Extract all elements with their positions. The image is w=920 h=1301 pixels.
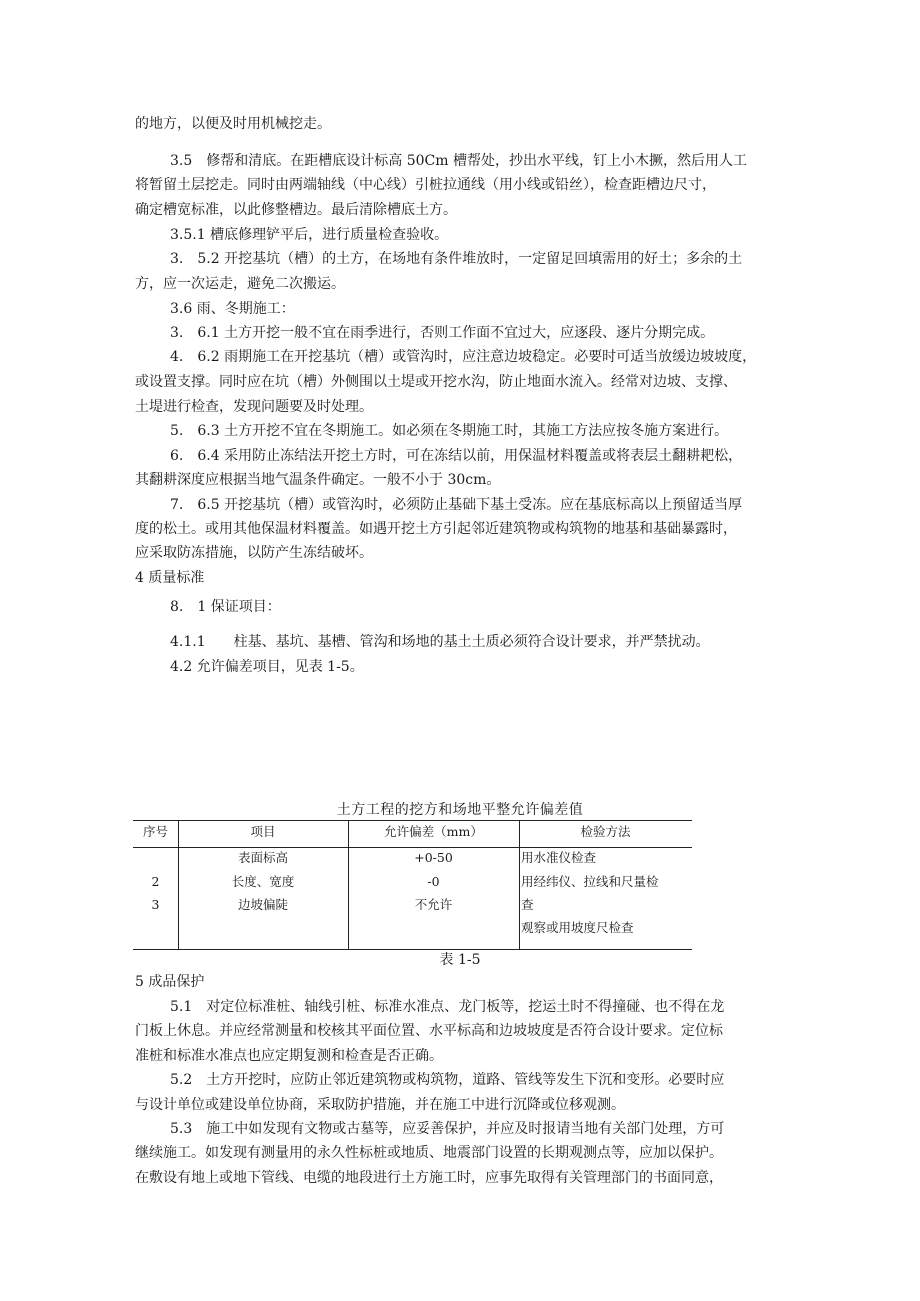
text-line: 3. 5.2 开挖基坑（槽）的土方，在场地有条件堆放时，一定留足回填需用的好土；多余的土 [170, 251, 743, 267]
text-line: 或设置支撑。同时应在坑（槽）外侧围以土堤或开挖水沟，防止地面水流入。经常对边坡、支撑、 [135, 374, 737, 390]
text-line: 4.2 允许偏差项目，见表 1-5。 [170, 659, 364, 675]
text-line: 4.1.1 柱基、基坑、基槽、管沟和场地的基土土质必须符合设计要求，并严禁扰动。 [170, 634, 710, 650]
section-heading: 4 质量标准 [135, 570, 205, 586]
text-line: 方，应一次运走，避免二次搬运。 [135, 276, 345, 292]
table-header: 允许偏差（mm） [384, 824, 483, 839]
table-header-rule [133, 847, 692, 848]
text-line: 应采取防冻措施，以防产生冻结破坏。 [135, 545, 373, 561]
table-cell-tolerance: 不允许 [414, 897, 453, 912]
table-cell-method: 观察或用坡度尺检查 [521, 920, 634, 935]
text-line: 将暂留土层挖走。同时由两端轴线（中心线）引桩拉通线（用小线或铅丝），检查距槽边尺寸， [135, 177, 716, 193]
table-header: 序号 [142, 824, 168, 839]
table-cell-method: 用水准仪检查 [521, 850, 597, 865]
table-cell-method: 用经纬仪、拉线和尺量检 [521, 874, 659, 889]
text-line: 6. 6.4 采用防止冻结法开挖土方时，可在冻结以前，用保温材料覆盖或将表层土翻耕耙松， [170, 448, 743, 464]
table-cell-item: 表面标高 [237, 850, 288, 865]
table-cell-method: 查 [521, 897, 534, 912]
text-line: 3.5 修帮和清底。在距槽底设计标高 50Cm 槽帮处，抄出水平线，钉上小木撅，然后用人工 [170, 153, 747, 169]
text-line: 3.6 雨、冬期施工： [170, 301, 295, 317]
text-line: 7. 6.5 开挖基坑（槽）或管沟时，必须防止基础下基土受冻。应在基底标高以上预留适当厚 [170, 497, 743, 513]
text-line: 5.1 对定位标准桩、轴线引桩、标准水准点、龙门板等，挖运土时不得撞碰、也不得在龙 [170, 999, 725, 1015]
text-line: 门板上休息。并应经常测量和校核其平面位置、水平标高和边坡坡度是否符合设计要求。定位标 [135, 1023, 723, 1039]
section-heading: 5 成品保护 [135, 974, 205, 990]
table-cell-tolerance: -0 [427, 874, 440, 889]
table-cell-tolerance: +0-50 [414, 850, 453, 865]
text-line: 4. 6.2 雨期施工在开挖基坑（槽）或管沟时，应注意边坡稳定。必要时可适当放缓边坡坡度， [170, 349, 757, 365]
text-line: 5.3 施工中如发现有文物或古墓等，应妥善保护，并应及时报请当地有关部门处理，方可 [170, 1121, 725, 1137]
text-line: 与设计单位或建设单位协商，采取防护措施，并在施工中进行沉降或位移观测。 [135, 1097, 625, 1113]
table-cell-seq: 2 [151, 874, 160, 889]
text-line: 3.5.1 槽底修理铲平后，进行质量检查验收。 [170, 227, 449, 243]
table-cell-item: 边坡偏陡 [237, 897, 288, 912]
text-line: 5. 6.3 土方开挖不宜在冬期施工。如必须在冬期施工时，其施工方法应按冬施方案进行。 [170, 423, 729, 439]
text-line: 的地方，以便及时用机械挖走。 [135, 116, 331, 132]
table-cell-seq: 3 [151, 897, 160, 912]
text-line: 5.2 土方开挖时，应防止邻近建筑物或构筑物，道路、管线等发生下沉和变形。必要时应 [170, 1072, 725, 1088]
table-caption: 表 1-5 [439, 952, 481, 968]
text-line: 在敷设有地上或地下管线、电缆的地段进行土方施工时，应事先取得有关管理部门的书面同意， [135, 1170, 723, 1186]
text-line: 继续施工。如发现有测量用的永久性标桩或地质、地震部门设置的长期观测点等，应加以保护。 [135, 1145, 723, 1161]
text-line: 其翻耕深度应根据当地气温条件确定。一般不小于 30cm。 [135, 472, 501, 488]
text-line: 准桩和标准水准点也应定期复测和检查是否正确。 [135, 1048, 443, 1064]
text-line: 度的松土。或用其他保温材料覆盖。如遇开挖土方引起邻近建筑物或构筑物的地基和基础暴露时， [135, 521, 737, 537]
table-header: 项目 [250, 824, 276, 839]
tolerance-table [133, 820, 692, 950]
text-line: 确定槽宽标准，以此修整槽边。最后清除槽底土方。 [135, 202, 457, 218]
text-line: 土堤进行检查，发现问题要及时处理。 [135, 399, 373, 415]
table-header: 检验方法 [580, 824, 631, 839]
table-title: 土方工程的挖方和场地平整允许偏差值 [336, 802, 584, 818]
table-cell-item: 长度、宽度 [231, 874, 295, 889]
text-line: 8. 1 保证项目： [170, 599, 281, 615]
text-line: 3. 6.1 土方开挖一般不宜在雨季进行，否则工作面不宜过大，应逐段、逐片分期完成。 [170, 325, 715, 341]
